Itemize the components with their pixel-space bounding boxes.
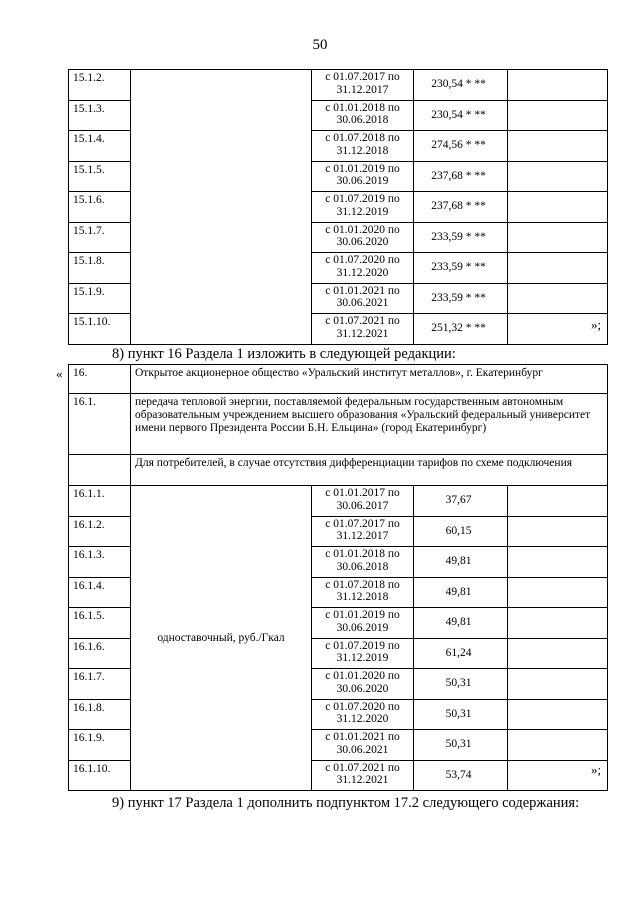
empty-cell — [508, 669, 608, 700]
period-cell: с 01.07.2019 по 31.12.2019 — [312, 192, 414, 223]
end-quote-mark: »; — [591, 317, 602, 332]
empty-cell — [69, 455, 131, 486]
tariff-table-15 — [68, 69, 608, 345]
consumers-description: Для потребителей, в случае отсутствия дифференциации тарифов по схеме подключения — [131, 455, 608, 486]
period-cell: с 01.07.2018 по 31.12.2018 — [312, 577, 414, 608]
row-number: 16.1.3. — [69, 547, 131, 578]
empty-cell — [508, 161, 608, 192]
period-cell: с 01.01.2021 по 30.06.2021 — [312, 283, 414, 314]
row-number: 16.1.1. — [69, 486, 131, 517]
empty-cell — [508, 730, 608, 761]
tariff-type-cell — [131, 70, 312, 345]
tariff-value: 50,31 — [414, 699, 508, 730]
empty-cell — [508, 608, 608, 639]
tariff-table-15-body — [69, 70, 608, 345]
period-cell: с 01.07.2017 по 31.12.2017 — [312, 516, 414, 547]
tariff-value: 230,54 * ** — [414, 70, 508, 101]
period-cell: с 01.07.2020 по 31.12.2020 — [312, 699, 414, 730]
tariff-row — [69, 70, 608, 101]
empty-cell — [508, 253, 608, 284]
tariff-value: 61,24 — [414, 638, 508, 669]
period-cell: с 01.07.2020 по 31.12.2020 — [312, 253, 414, 284]
period-cell: с 01.01.2019 по 30.06.2019 — [312, 161, 414, 192]
tariff-value: 274,56 * ** — [414, 131, 508, 162]
empty-cell — [508, 100, 608, 131]
period-cell: с 01.07.2018 по 31.12.2018 — [312, 131, 414, 162]
tariff-value: 50,31 — [414, 669, 508, 700]
page-number: 50 — [312, 37, 328, 53]
tariff-value: 233,59 * ** — [414, 283, 508, 314]
row-number: 15.1.6. — [69, 192, 131, 223]
empty-cell — [508, 283, 608, 314]
org-row — [69, 365, 608, 394]
service-row — [69, 394, 608, 455]
end-quote-mark: »; — [591, 762, 602, 777]
row-number: 16.1.7. — [69, 669, 131, 700]
org-name: Открытое акционерное общество «Уральский институт металлов», г. Екатеринбург — [131, 365, 608, 394]
row-number: 15.1.5. — [69, 161, 131, 192]
tariff-table-16-body — [69, 365, 608, 791]
tariff-value: 230,54 * ** — [414, 100, 508, 131]
row-number: 16.1.6. — [69, 638, 131, 669]
period-cell: с 01.07.2021 по 31.12.2021 — [312, 314, 414, 345]
row-number: 15.1.8. — [69, 253, 131, 284]
tariff-value: 49,81 — [414, 577, 508, 608]
tariff-value: 53,74 — [414, 760, 508, 791]
period-cell: с 01.01.2021 по 30.06.2021 — [312, 730, 414, 761]
row-number: 16.1.2. — [69, 516, 131, 547]
period-cell: с 01.07.2017 по 31.12.2017 — [312, 70, 414, 101]
empty-cell — [508, 516, 608, 547]
empty-cell — [508, 486, 608, 517]
tariff-value: 50,31 — [414, 730, 508, 761]
empty-cell — [508, 577, 608, 608]
tariff-value: 237,68 * ** — [414, 192, 508, 223]
empty-cell — [508, 70, 608, 101]
tariff-value: 49,81 — [414, 547, 508, 578]
org-number: 16. — [69, 365, 131, 394]
tariff-value: 251,32 * ** — [414, 314, 508, 345]
amendment-heading-8: 8) пункт 16 Раздела 1 изложить в следующей редакции: — [112, 346, 456, 362]
row-number: 15.1.9. — [69, 283, 131, 314]
service-number: 16.1. — [69, 394, 131, 455]
period-cell: с 01.01.2020 по 30.06.2020 — [312, 222, 414, 253]
period-cell: с 01.01.2018 по 30.06.2018 — [312, 100, 414, 131]
row-number: 15.1.2. — [69, 70, 131, 101]
row-number: 16.1.8. — [69, 699, 131, 730]
amendment-heading-9: 9) пункт 17 Раздела 1 дополнить подпунктом 17.2 следующего содержания: — [112, 795, 580, 811]
empty-cell — [508, 222, 608, 253]
row-number: 15.1.4. — [69, 131, 131, 162]
empty-cell — [508, 638, 608, 669]
row-number: 16.1.5. — [69, 608, 131, 639]
row-number: 16.1.4. — [69, 577, 131, 608]
row-number: 15.1.10. — [69, 314, 131, 345]
empty-cell — [508, 131, 608, 162]
open-quote-mark: « — [56, 366, 63, 381]
tariff-value: 60,15 — [414, 516, 508, 547]
empty-cell — [508, 547, 608, 578]
period-cell: с 01.01.2018 по 30.06.2018 — [312, 547, 414, 578]
tariff-value: 233,59 * ** — [414, 222, 508, 253]
row-number: 16.1.10. — [69, 760, 131, 791]
tariff-value: 49,81 — [414, 608, 508, 639]
period-cell: с 01.01.2020 по 30.06.2020 — [312, 669, 414, 700]
empty-cell — [508, 699, 608, 730]
period-cell: с 01.07.2019 по 31.12.2019 — [312, 638, 414, 669]
empty-cell — [508, 192, 608, 223]
period-cell: с 01.07.2021 по 31.12.2021 — [312, 760, 414, 791]
row-number: 16.1.9. — [69, 730, 131, 761]
tariff-row — [69, 486, 608, 517]
tariff-value: 233,59 * ** — [414, 253, 508, 284]
service-description: передача тепловой энергии, поставляемой федеральным государственным автономным образовательным учреждением высшего образования «Уральский федеральный университет имени первого Президента России Б.Н. Ельцина» (город Екатеринбург) — [131, 394, 608, 455]
period-cell: с 01.01.2017 по 30.06.2017 — [312, 486, 414, 517]
row-number: 15.1.3. — [69, 100, 131, 131]
tariff-table-16 — [68, 364, 608, 791]
tariff-value: 237,68 * ** — [414, 161, 508, 192]
row-number: 15.1.7. — [69, 222, 131, 253]
consumers-row — [69, 455, 608, 486]
period-cell: с 01.01.2019 по 30.06.2019 — [312, 608, 414, 639]
tariff-type-cell: одноставочный, руб./Гкал — [131, 486, 312, 791]
tariff-value: 37,67 — [414, 486, 508, 517]
